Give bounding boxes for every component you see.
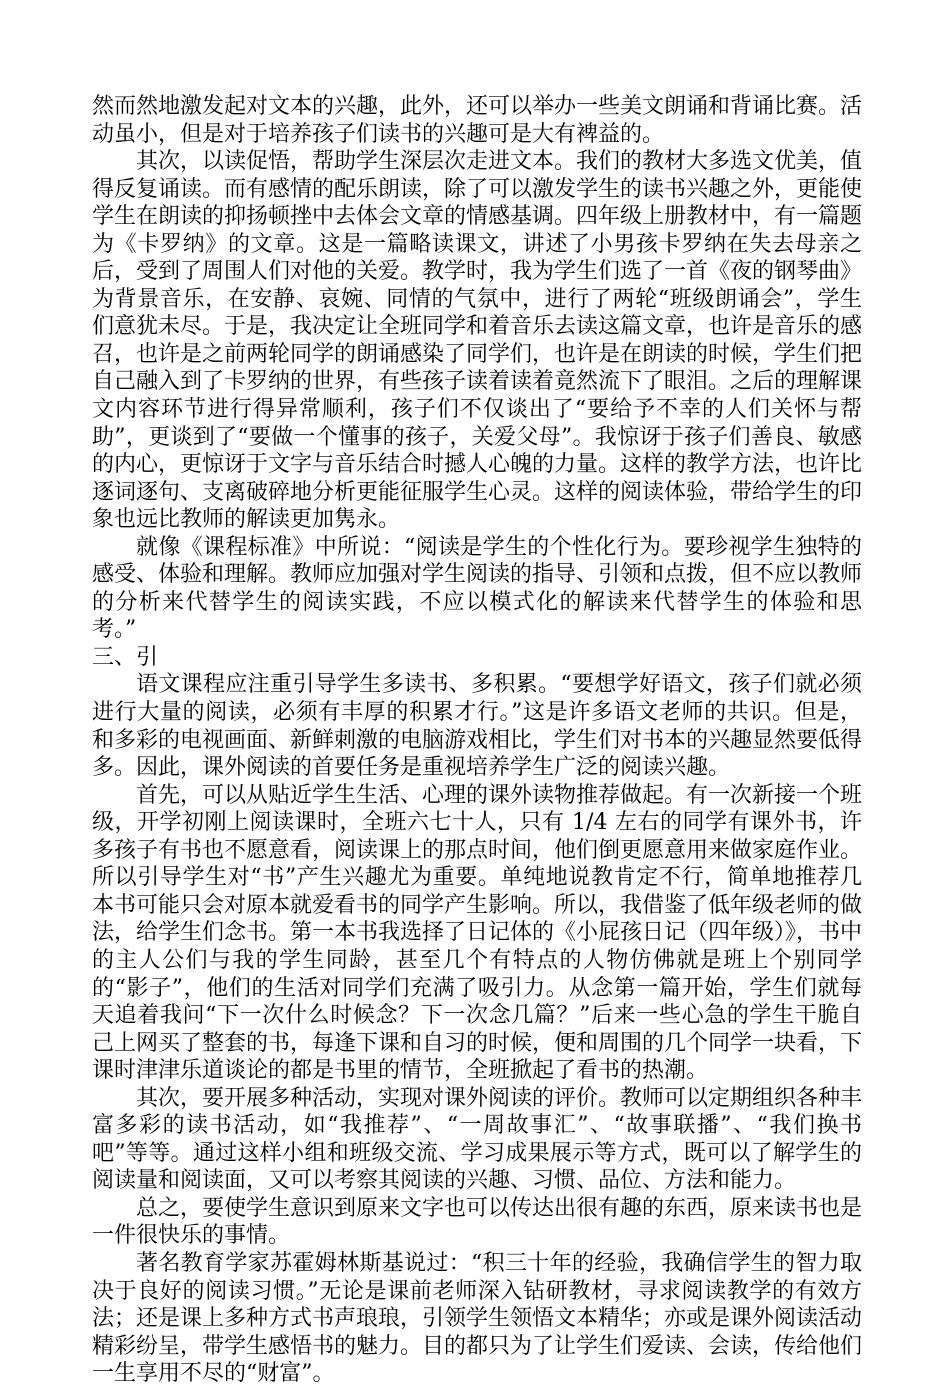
document-page [92, 93, 862, 1388]
paragraph-conclusion: 著名教育学家苏霍姆林斯基说过：“积三十年的经验，我确信学生的智力取决于良好的阅读习惯。”无论是课前老师深入钻研教材，寻求阅读教学的有效方法；还是课上多种方式书声琅琅，引领学生领悟文本精华；亦或是课外阅读活动精彩纷呈，带学生感悟书的魅力。目的都只为了让学生们爱读、会读，传给他们一生享用不尽的“财富”。 [92, 1250, 863, 1387]
paragraph-continuation: 然而然地激发起对文本的兴趣，此外，还可以举办一些美文朗诵和背诵比赛。活动虽小，但是对于培养孩子们读书的兴趣可是大有裨益的。 [92, 94, 863, 147]
paragraph-recommend-books: 首先，可以从贴近学生生活、心理的课外读物推荐做起。有一次新接一个班级，开学初刚上阅读课时，全班六七十人，只有 1/4 左右的同学有课外书，许多孩子有书也不愿意看，阅读课上的那点时间，他们倒更愿意用来做家庭作业。所以引导学生对“书”产生兴趣尤为重要。单纯地说教肯定不行，简单地推荐几本书可能只会对原本就爱看书的同学产生影响。所以，我借鉴了低年级老师的做法，给学生们念书。第一本书我选择了日记体的《小屁孩日记（四年级）》，书中的主人公们与我的学生同龄，甚至几个有特点的人物仿佛就是班上个别同学的“影子”，他们的生活对同学们充满了吸引力。从念第一篇开始，学生们就每天追着我问“下一次什么时候念？下一次念几篇？”后来一些心急的学生干脆自己上网买了整套的书，每逢下课和自习的时候，便和周围的几个同学一块看，下课时津津乐道谈论的都是书里的情节，全班掀起了看书的热潮。 [92, 782, 863, 1084]
paragraph-read-to-understand: 其次，以读促悟，帮助学生深层次走进文本。我们的教材大多选文优美，值得反复诵读。而有感情的配乐朗读，除了可以激发学生的读书兴趣之外，更能使学生在朗读的抑扬顿挫中去体会文章的情感基调。四年级上册教材中，有一篇题为《卡罗纳》的文章。这是一篇略读课文，讲述了小男孩卡罗纳在失去母亲之后，受到了周围人们对他的关爱。教学时，我为学生们选了一首《夜的钢琴曲》为背景音乐，在安静、哀婉、同情的气氛中，进行了两轮“班级朗诵会”，学生们意犹未尽。于是，我决定让全班同学和着音乐去读这篇文章，也许是音乐的感召，也许是之前两轮同学的朗诵感染了同学们，也许是在朗读的时候，学生们把自己融入到了卡罗纳的世界，有些孩子读着读着竟然流下了眼泪。之后的理解课文内容环节进行得异常顺利，孩子们不仅谈出了“要给予不幸的人们关怀与帮助”，更谈到了“要做一个懂事的孩子，关爱父母”。我惊讶于孩子们善良、敏感的内心，更惊讶于文字与音乐结合时撼人心魄的力量。这样的教学方法，也许比逐词逐句、支离破碎地分析更能征服学生心灵。这样的阅读体验，带给学生的印象也远比教师的解读更加隽永。 [92, 149, 863, 533]
section-heading-guide: 三、引 [92, 644, 159, 670]
paragraph-guide-intro: 语文课程应注重引导学生多读书、多积累。“要想学好语文，孩子们就必须进行大量的阅读，必须有丰厚的积累才行。”这是许多语文老师的共识。但是，和多彩的电视画面、新鲜刺激的电脑游戏相比，学生们对书本的兴趣显然要低得多。因此，课外阅读的首要任务是重视培养学生广泛的阅读兴趣。 [92, 672, 863, 781]
paragraph-reading-activities: 其次，要开展多种活动，实现对课外阅读的评价。教师可以定期组织各种丰富多彩的读书活动，如“我推荐”、“一周故事汇”、“故事联播”、“我们换书吧”等等。通过这样小组和班级交流、学习成果展示等方式，既可以了解学生的阅读量和阅读面，又可以考察其阅读的兴趣、习惯、品位、方法和能力。 [92, 1085, 863, 1194]
paragraph-curriculum-quote: 就像《课程标准》中所说：“阅读是学生的个性化行为。要珍视学生独特的感受、体验和理解。教师应加强对学生阅读的指导、引领和点拨，但不应以教师的分析来代替学生的阅读实践，不应以模式化的解读来代替学生的体验和思考。” [92, 534, 863, 643]
paragraph-summary: 总之，要使学生意识到原来文字也可以传达出很有趣的东西，原来读书也是一件很快乐的事情。 [92, 1195, 863, 1249]
